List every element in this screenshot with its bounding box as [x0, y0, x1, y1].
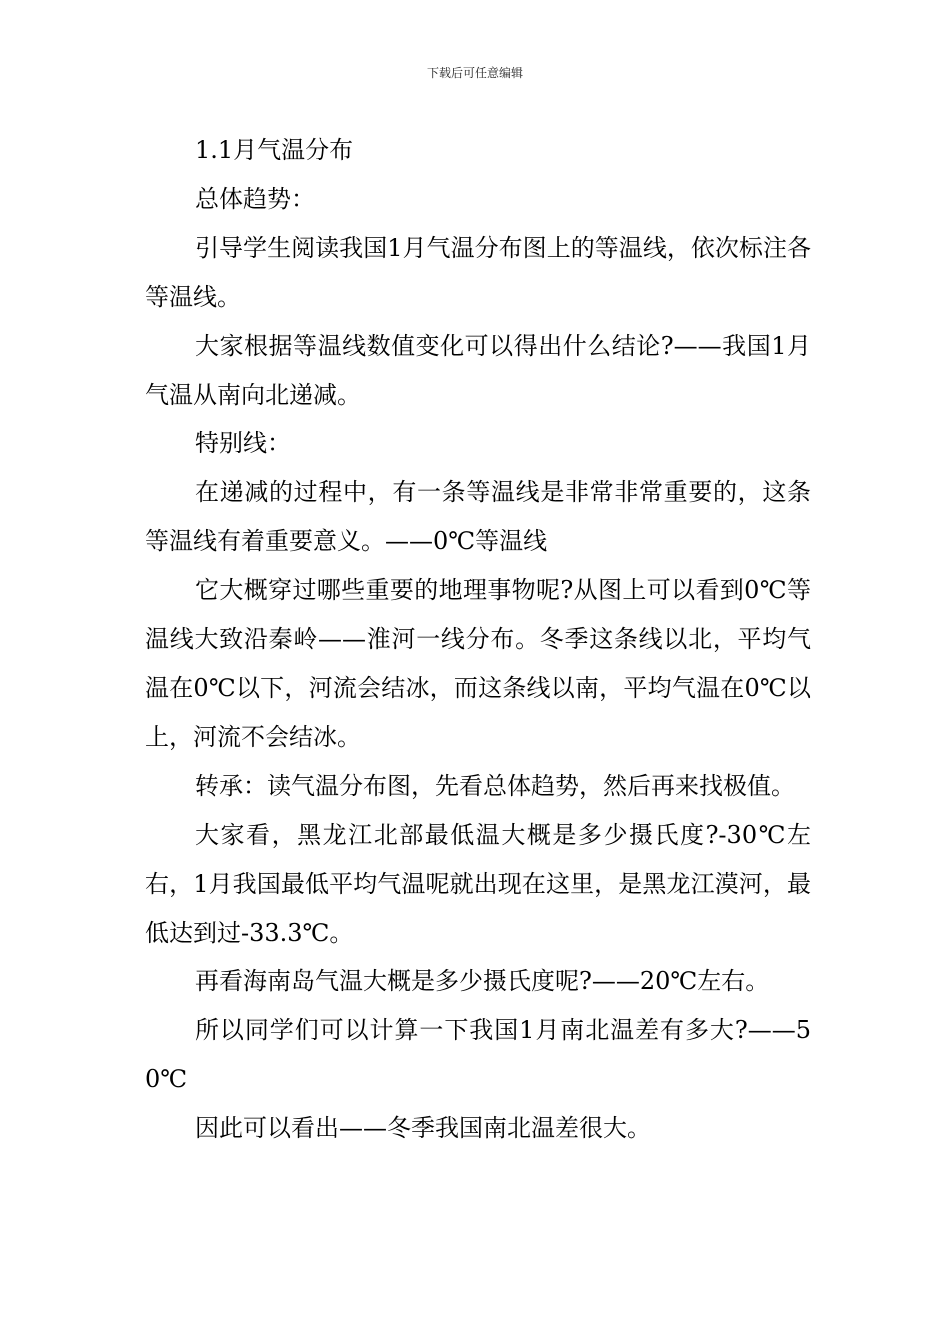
subheading-overall-trend: 总体趋势：: [195, 184, 315, 213]
paragraph: 再看海南岛气温大概是多少摄氏度呢?——20℃左右。: [195, 967, 770, 996]
paragraph: 它大概穿过哪些重要的地理事物呢?从图上可以看到0℃等温线大致沿秦岭——淮河一线分布。冬季这条线以北，平均气温在0℃以下，河流会结冰，而这条线以南，平均气温在0℃以上，河流不会结冰。: [145, 576, 811, 751]
paragraph: 转承：读气温分布图，先看总体趋势，然后再来找极值。: [195, 771, 795, 800]
document-body: [145, 126, 811, 1153]
section-heading: 1.1月气温分布: [195, 136, 354, 164]
paragraph: 所以同学们可以计算一下我国1月南北温差有多大?——50℃: [145, 1016, 811, 1094]
paragraph: 引导学生阅读我国1月气温分布图上的等温线，依次标注各等温线。: [145, 233, 811, 311]
paragraph: 大家看，黑龙江北部最低温大概是多少摄氏度?-30℃左右，1月我国最低平均气温呢就出现在这里，是黑龙江漠河，最低达到过-33.3℃。: [145, 820, 811, 947]
page-header: 下载后可任意编辑: [426, 66, 523, 80]
paragraph: 大家根据等温线数值变化可以得出什么结论?——我国1月气温从南向北递减。: [145, 331, 811, 409]
paragraph: 在递减的过程中，有一条等温线是非常非常重要的，这条等温线有着重要意义。——0℃等温线: [145, 478, 811, 556]
paragraph: 因此可以看出——冬季我国南北温差很大。: [195, 1114, 651, 1143]
subheading-special-line: 特别线：: [195, 429, 291, 458]
